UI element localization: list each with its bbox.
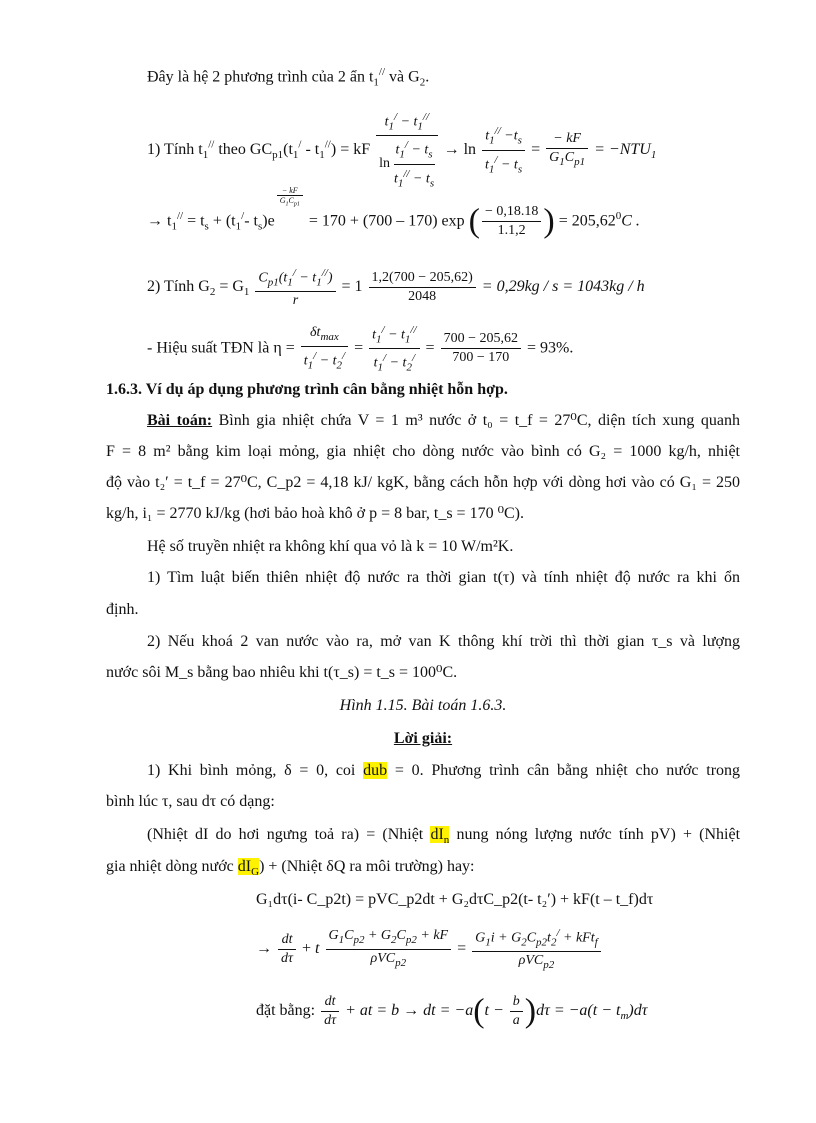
solution-line-2: bình lúc τ, sau dτ có dạng:: [106, 793, 275, 810]
problem-heat-coefficient: Hệ số truyền nhiệt ra không khí qua vỏ là k = 10 W/m²K.: [147, 538, 514, 555]
efficiency-line: - Hiệu suất TĐN là η = $\frac{\delta t_{max}}{t_1^/ - t_2^/}$ = $\frac{t_1^/ - t_1^{//}}{t_1^/ - t_2^/}$ = $\frac{700 - 205,62}{700 - 170}$ = 93%.: [147, 321, 573, 377]
question-2-line-2: nước sôi M_s bằng bao nhiêu khi t(τ_s) = t_s = 100⁰C.: [106, 664, 458, 681]
question-1-line-2: định.: [106, 601, 139, 618]
solution-line-4: gia nhiệt dòng nước $dI_G$) + (Nhiệt δQ ra môi trường) hay:: [106, 858, 475, 879]
problem-line-4: kg/h, i₁ = 2770 kJ/kg (hơi bảo hoà khô ở p = 8 bar, t_s = 170 ⁰C).: [106, 505, 524, 522]
problem-line-1: Bài toán: Bình gia nhiệt chứa V = 1 m³ nước ở t₀ = t_f = 27⁰C, diện tích xung quanh: [147, 412, 741, 429]
solution-line-1: 1) Khi bình mỏng, δ = 0, coi dub = 0. Phương trình cân bằng nhiệt cho nước trong: [147, 762, 741, 779]
solution-title: Lời giải:: [393, 730, 453, 747]
solution-line-3: (Nhiệt dI do hơi ngưng toả ra) = (Nhiệt $dI_n$ nung nóng lượng nước tính pV) + (Nhiệt: [147, 826, 741, 847]
step2-formula: 2) Tính $G_2 = G_1$ $\frac{C_{p1}(t_1^/ - t_1^{//})}{r}$ = 1 $\frac{1,2(700 - 205,62)}{2048}$ = 0,29kg / s = 1043kg / h: [147, 264, 645, 314]
step1-result: → $t_1^{//} = t_s + (t_1^/-$ $t_s)e$ $\frac{- kF}{G_1C_{p1}}$ = 170 + (700 – 170) exp ( $\frac{- 0,18.18}{1.1,2}$ ) = $205,62^0C$ .: [147, 186, 640, 240]
question-2-line-1: 2) Nếu khoá 2 van nước vào ra, mở van K thông khí trời thì thời gian τ_s và lượng: [147, 633, 740, 650]
step1-formula: 1) Tính $t_1^{//}$ theo $GC_{p1}(t_1^/ - t_1^{//})$ = kF $t_1^/ - t_1^{//}$ ln $\frac{t_1^/ - t_s}{t_1^{//} - t_s}$ → ln $\frac{t_1^{//} -t_s}{t_1^/ - t_s}$ = $\frac{- kF}{G_1C_{p1}}$ = $-NTU_1$: [147, 108, 656, 192]
figure-caption: Hình 1.15. Bài toán 1.6.3.: [339, 697, 507, 714]
problem-line-2: F = 8 m² bằng kim loại mỏng, gia nhiệt cho dòng nước vào bình có G₂ = 1000 kg/h, nhiệt: [106, 443, 740, 460]
substitution-equation: đặt bằng: $\frac{dt}{d\tau}$ + at = b → dt = −a(t − $\frac{b}{a}$ )$d\tau = -a(t - t_m)d\tau$: [256, 992, 648, 1030]
intro-line: Đây là hệ 2 phương trình của 2 ẩn $t_1^{//}$ và $G_2$.: [147, 66, 430, 89]
section-heading: 1.6.3. Ví dụ áp dụng phương trình cân bằng nhiệt hỗn hợp.: [106, 381, 508, 398]
problem-line-3: độ vào t₂′ = t_f = 27⁰C, C_p2 = 4,18 kJ/ kgK, bằng cách hỗn hợp với dòng hơi vào có G₁ = 250: [106, 474, 740, 491]
question-1-line-1: 1) Tìm luật biến thiên nhiệt độ nước ra thời gian t(τ) và tính nhiệt độ nước ra khi ổn: [147, 569, 740, 586]
ode-equation: → $\frac{dt}{d\tau}$ + t $\frac{G_1C_{p2} + G_2C_{p2} + kF}{\rho VC_{p2}}$ = $\frac{G_1i + G_2C_{p2}t_2^/ + kFt_f}{\rho VC_{p2}}$: [256, 924, 603, 974]
balance-equation: G₁dτ(i- C_p2t) = pVC_p2dt + G₂dτC_p2(t- t₂′) + kF(t – t_f)dτ: [256, 891, 654, 908]
